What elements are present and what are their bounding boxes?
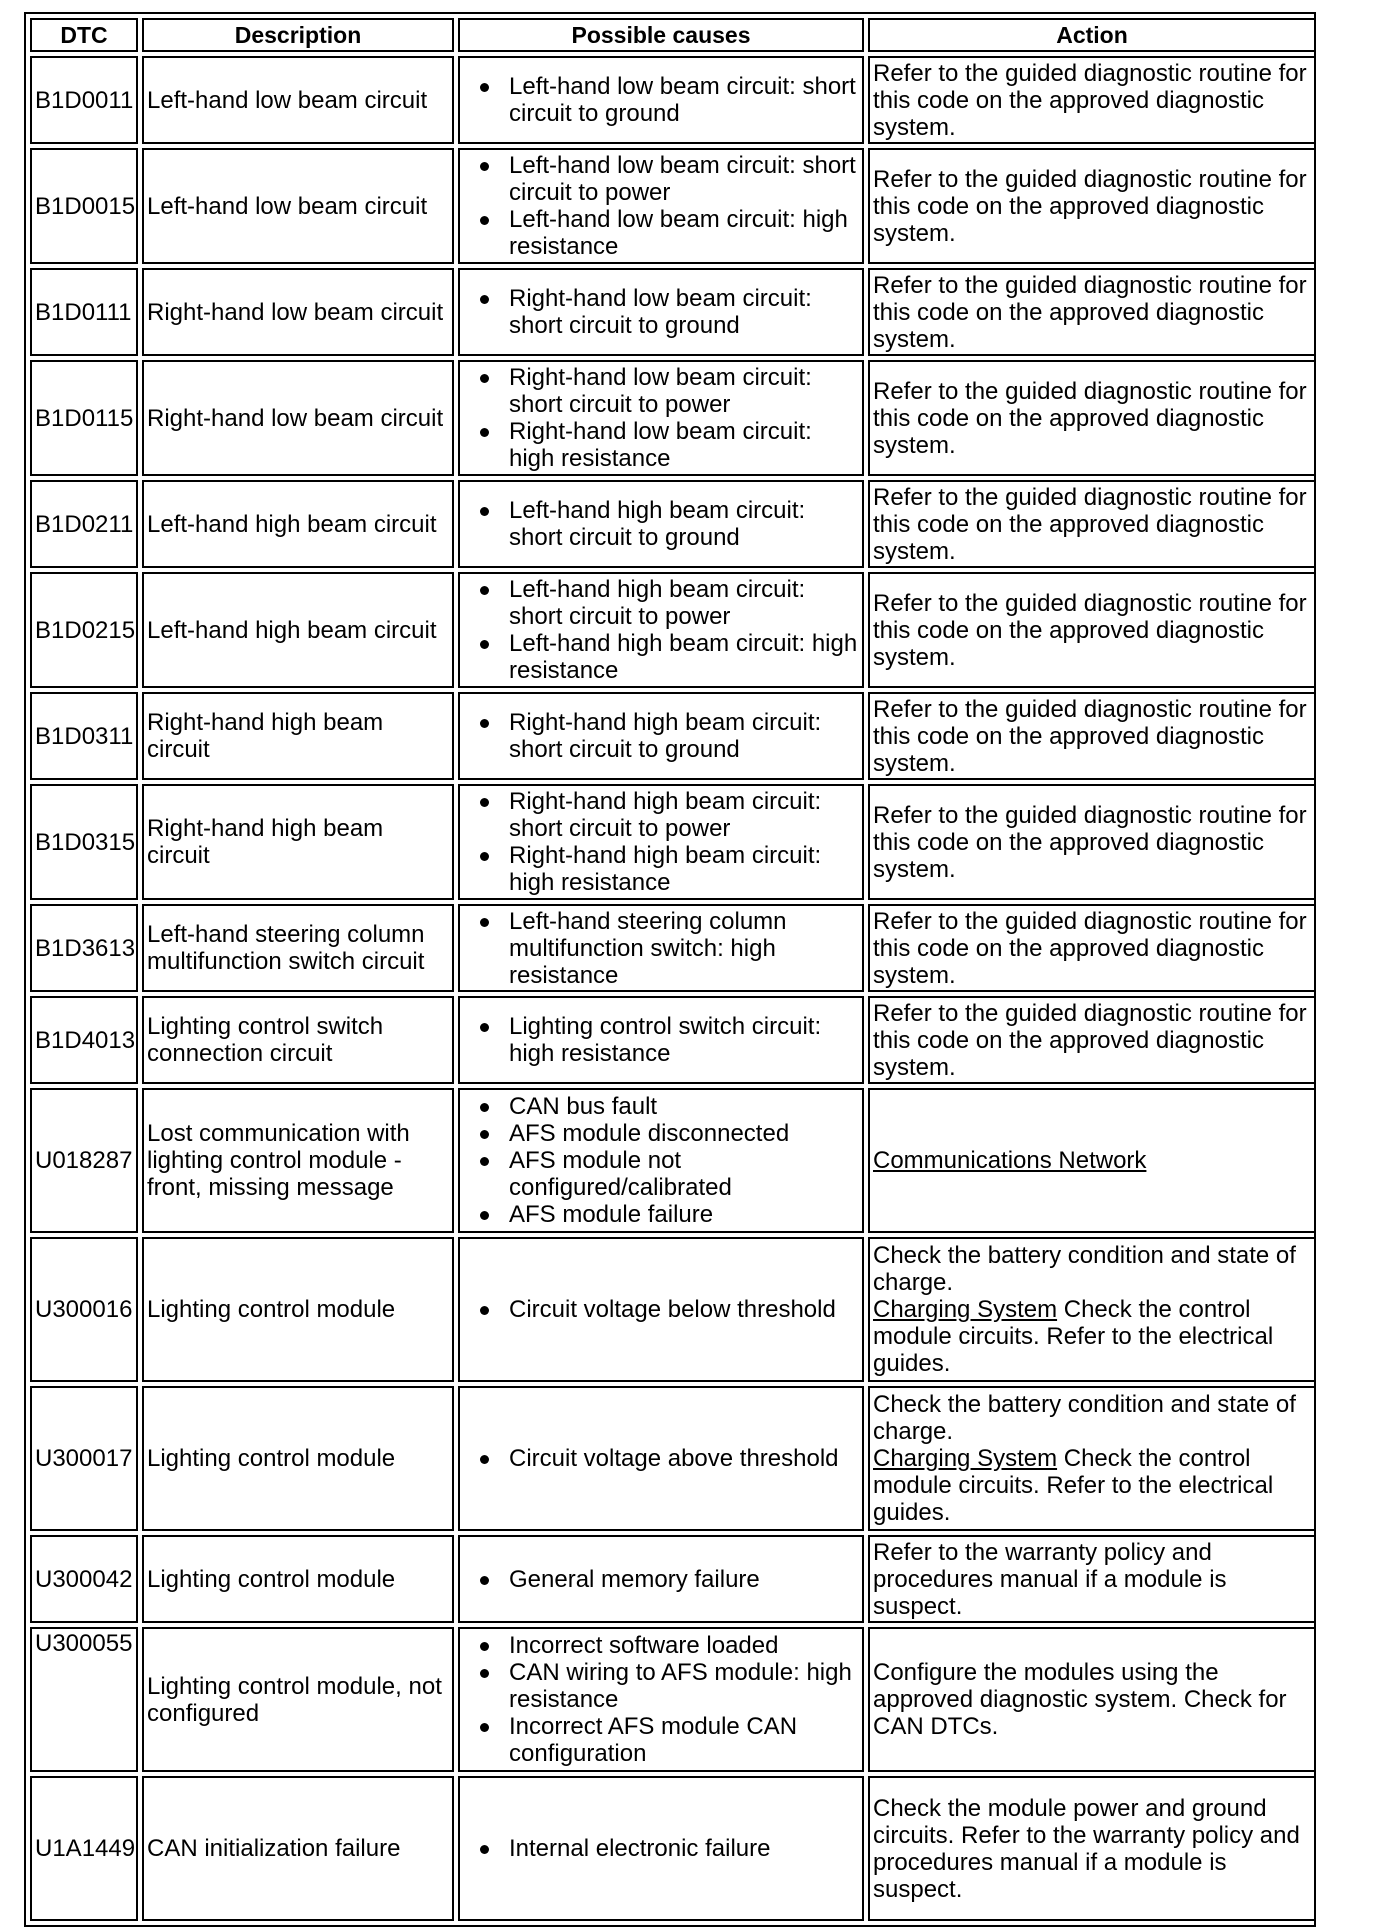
possible-causes	[458, 1627, 864, 1772]
cause-item: AFS module failure	[509, 1201, 859, 1228]
action-text: Refer to the guided diagnostic routine for this code on the approved diagnostic system.	[873, 999, 1307, 1081]
action-cell	[868, 56, 1316, 144]
dtc-description: Lighting control module	[142, 1535, 454, 1623]
dtc-table-frame	[24, 12, 1316, 1927]
table-row	[30, 268, 1316, 356]
dtc-code: B1D3613	[30, 904, 138, 992]
causes-list	[463, 1445, 859, 1472]
causes-list	[463, 1632, 859, 1767]
dtc-code: U1A1449	[30, 1776, 138, 1921]
table-row	[30, 996, 1316, 1084]
table-row	[30, 1535, 1316, 1623]
action-text: Refer to the guided diagnostic routine for this code on the approved diagnostic system.	[873, 165, 1307, 247]
dtc-description: Lost communication with lighting control module - front, missing message	[142, 1088, 454, 1233]
action-cell	[868, 148, 1316, 264]
possible-causes	[458, 1535, 864, 1623]
dtc-code: B1D0211	[30, 480, 138, 568]
cause-item: Left-hand low beam circuit: high resistance	[509, 206, 859, 260]
action-link[interactable]: Charging System	[873, 1445, 1058, 1472]
dtc-description: Right-hand low beam circuit	[142, 360, 454, 476]
dtc-description: Lighting control switch connection circuit	[142, 996, 454, 1084]
possible-causes	[458, 1386, 864, 1531]
dtc-code: B1D0015	[30, 148, 138, 264]
causes-list	[463, 788, 859, 896]
action-text: Refer to the guided diagnostic routine for this code on the approved diagnostic system.	[873, 589, 1307, 671]
action-text: Refer to the warranty policy and procedures manual if a module is suspect.	[873, 1538, 1227, 1620]
action-text: Check the control module circuits. Refer to the electrical guides.	[873, 1445, 1274, 1526]
cause-item: Incorrect AFS module CAN configuration	[509, 1713, 859, 1767]
action-text: Refer to the guided diagnostic routine for this code on the approved diagnostic system.	[873, 483, 1307, 565]
header-possible-causes: Possible causes	[458, 18, 864, 52]
causes-list	[463, 152, 859, 260]
cause-item: CAN bus fault	[509, 1093, 859, 1120]
causes-list	[463, 364, 859, 472]
action-text: Refer to the guided diagnostic routine for this code on the approved diagnostic system.	[873, 907, 1307, 989]
dtc-description: Lighting control module	[142, 1237, 454, 1382]
dtc-description: Right-hand high beam circuit	[142, 692, 454, 780]
cause-item: Circuit voltage above threshold	[509, 1445, 859, 1472]
cause-item: Right-hand high beam circuit: short circuit to power	[509, 788, 859, 842]
dtc-description: Left-hand high beam circuit	[142, 480, 454, 568]
cause-item: AFS module disconnected	[509, 1120, 859, 1147]
dtc-code: B1D0115	[30, 360, 138, 476]
cause-item: Lighting control switch circuit: high resistance	[509, 1013, 859, 1067]
action-cell	[868, 480, 1316, 568]
dtc-code: U300016	[30, 1237, 138, 1382]
dtc-code: U300055	[30, 1627, 138, 1772]
causes-list	[463, 1296, 859, 1323]
header-dtc: DTC	[30, 18, 138, 52]
action-prefix: Check the battery condition and state of charge.	[873, 1242, 1296, 1296]
action-cell	[868, 904, 1316, 992]
possible-causes	[458, 904, 864, 992]
dtc-code: B1D0215	[30, 572, 138, 688]
action-cell	[868, 1627, 1316, 1772]
dtc-description: Lighting control module, not configured	[142, 1627, 454, 1772]
dtc-description: Right-hand low beam circuit	[142, 268, 454, 356]
causes-list	[463, 73, 859, 127]
possible-causes	[458, 1088, 864, 1233]
table-row	[30, 1237, 1316, 1382]
possible-causes	[458, 268, 864, 356]
possible-causes	[458, 480, 864, 568]
cause-item: General memory failure	[509, 1566, 859, 1593]
dtc-description: Left-hand high beam circuit	[142, 572, 454, 688]
causes-list	[463, 497, 859, 551]
dtc-description: CAN initialization failure	[142, 1776, 454, 1921]
action-cell	[868, 572, 1316, 688]
header-action: Action	[868, 18, 1316, 52]
dtc-description: Left-hand steering column multifunction switch circuit	[142, 904, 454, 992]
table-row	[30, 1088, 1316, 1233]
action-cell	[868, 784, 1316, 900]
action-text: Refer to the guided diagnostic routine for this code on the approved diagnostic system.	[873, 59, 1307, 141]
dtc-code: U300017	[30, 1386, 138, 1531]
cause-item: Right-hand low beam circuit: high resistance	[509, 418, 859, 472]
action-text: Configure the modules using the approved diagnostic system. Check for CAN DTCs.	[873, 1659, 1287, 1740]
dtc-code: U300042	[30, 1535, 138, 1623]
action-link[interactable]: Charging System	[873, 1296, 1058, 1323]
dtc-code: B1D0311	[30, 692, 138, 780]
cause-item: AFS module not configured/calibrated	[509, 1147, 859, 1201]
cause-item: Left-hand steering column multifunction switch: high resistance	[509, 908, 859, 989]
causes-list	[463, 576, 859, 684]
table-row	[30, 1627, 1316, 1772]
causes-list	[463, 1566, 859, 1593]
action-text: Check the module power and ground circuits. Refer to the warranty policy and procedures manual if a module is suspect.	[873, 1794, 1300, 1903]
action-text: Refer to the guided diagnostic routine for this code on the approved diagnostic system.	[873, 695, 1307, 777]
causes-list	[463, 1835, 859, 1862]
table-header-row	[30, 18, 1316, 52]
possible-causes	[458, 1776, 864, 1921]
causes-list	[463, 285, 859, 339]
dtc-code: U018287	[30, 1088, 138, 1233]
possible-causes	[458, 572, 864, 688]
table-row	[30, 360, 1316, 476]
dtc-description: Left-hand low beam circuit	[142, 148, 454, 264]
possible-causes	[458, 360, 864, 476]
action-cell	[868, 1088, 1316, 1233]
action-cell	[868, 1237, 1316, 1382]
cause-item: Internal electronic failure	[509, 1835, 859, 1862]
cause-item: Right-hand high beam circuit: high resistance	[509, 842, 859, 896]
action-cell	[868, 268, 1316, 356]
table-row	[30, 692, 1316, 780]
table-row	[30, 56, 1316, 144]
action-cell	[868, 1386, 1316, 1531]
table-row	[30, 480, 1316, 568]
table-row	[30, 148, 1316, 264]
cause-item: Right-hand high beam circuit: short circuit to ground	[509, 709, 859, 763]
dtc-table	[26, 14, 1320, 1925]
table-body	[30, 56, 1316, 1921]
action-text: Refer to the guided diagnostic routine for this code on the approved diagnostic system.	[873, 377, 1307, 459]
causes-list	[463, 1013, 859, 1067]
cause-item: Incorrect software loaded	[509, 1632, 859, 1659]
dtc-code: B1D0011	[30, 56, 138, 144]
possible-causes	[458, 148, 864, 264]
action-text: Refer to the guided diagnostic routine for this code on the approved diagnostic system.	[873, 271, 1307, 353]
dtc-code: B1D0111	[30, 268, 138, 356]
action-cell	[868, 1535, 1316, 1623]
table-row	[30, 572, 1316, 688]
dtc-description: Right-hand high beam circuit	[142, 784, 454, 900]
causes-list	[463, 709, 859, 763]
table-row	[30, 1386, 1316, 1531]
dtc-code: B1D4013	[30, 996, 138, 1084]
cause-item: CAN wiring to AFS module: high resistance	[509, 1659, 859, 1713]
cause-item: Left-hand high beam circuit: short circuit to power	[509, 576, 859, 630]
cause-item: Left-hand high beam circuit: short circuit to ground	[509, 497, 859, 551]
dtc-description: Left-hand low beam circuit	[142, 56, 454, 144]
causes-list	[463, 908, 859, 989]
action-text: Check the control module circuits. Refer to the electrical guides.	[873, 1296, 1274, 1377]
cause-item: Left-hand low beam circuit: short circuit to power	[509, 152, 859, 206]
cause-item: Circuit voltage below threshold	[509, 1296, 859, 1323]
dtc-code: B1D0315	[30, 784, 138, 900]
action-cell	[868, 692, 1316, 780]
possible-causes	[458, 996, 864, 1084]
action-cell	[868, 1776, 1316, 1921]
cause-item: Right-hand low beam circuit: short circuit to power	[509, 364, 859, 418]
table-row	[30, 784, 1316, 900]
cause-item: Right-hand low beam circuit: short circuit to ground	[509, 285, 859, 339]
possible-causes	[458, 692, 864, 780]
action-cell	[868, 996, 1316, 1084]
cause-item: Left-hand high beam circuit: high resistance	[509, 630, 858, 684]
possible-causes	[458, 784, 864, 900]
possible-causes	[458, 1237, 864, 1382]
header-description: Description	[142, 18, 454, 52]
causes-list	[463, 1093, 859, 1228]
possible-causes	[458, 56, 864, 144]
table-row	[30, 1776, 1316, 1921]
action-prefix: Check the battery condition and state of charge.	[873, 1391, 1296, 1445]
action-link[interactable]: Communications Network	[873, 1147, 1147, 1174]
action-text: Refer to the guided diagnostic routine for this code on the approved diagnostic system.	[873, 801, 1307, 883]
dtc-description: Lighting control module	[142, 1386, 454, 1531]
cause-item: Left-hand low beam circuit: short circuit to ground	[509, 73, 859, 127]
action-cell	[868, 360, 1316, 476]
table-row	[30, 904, 1316, 992]
